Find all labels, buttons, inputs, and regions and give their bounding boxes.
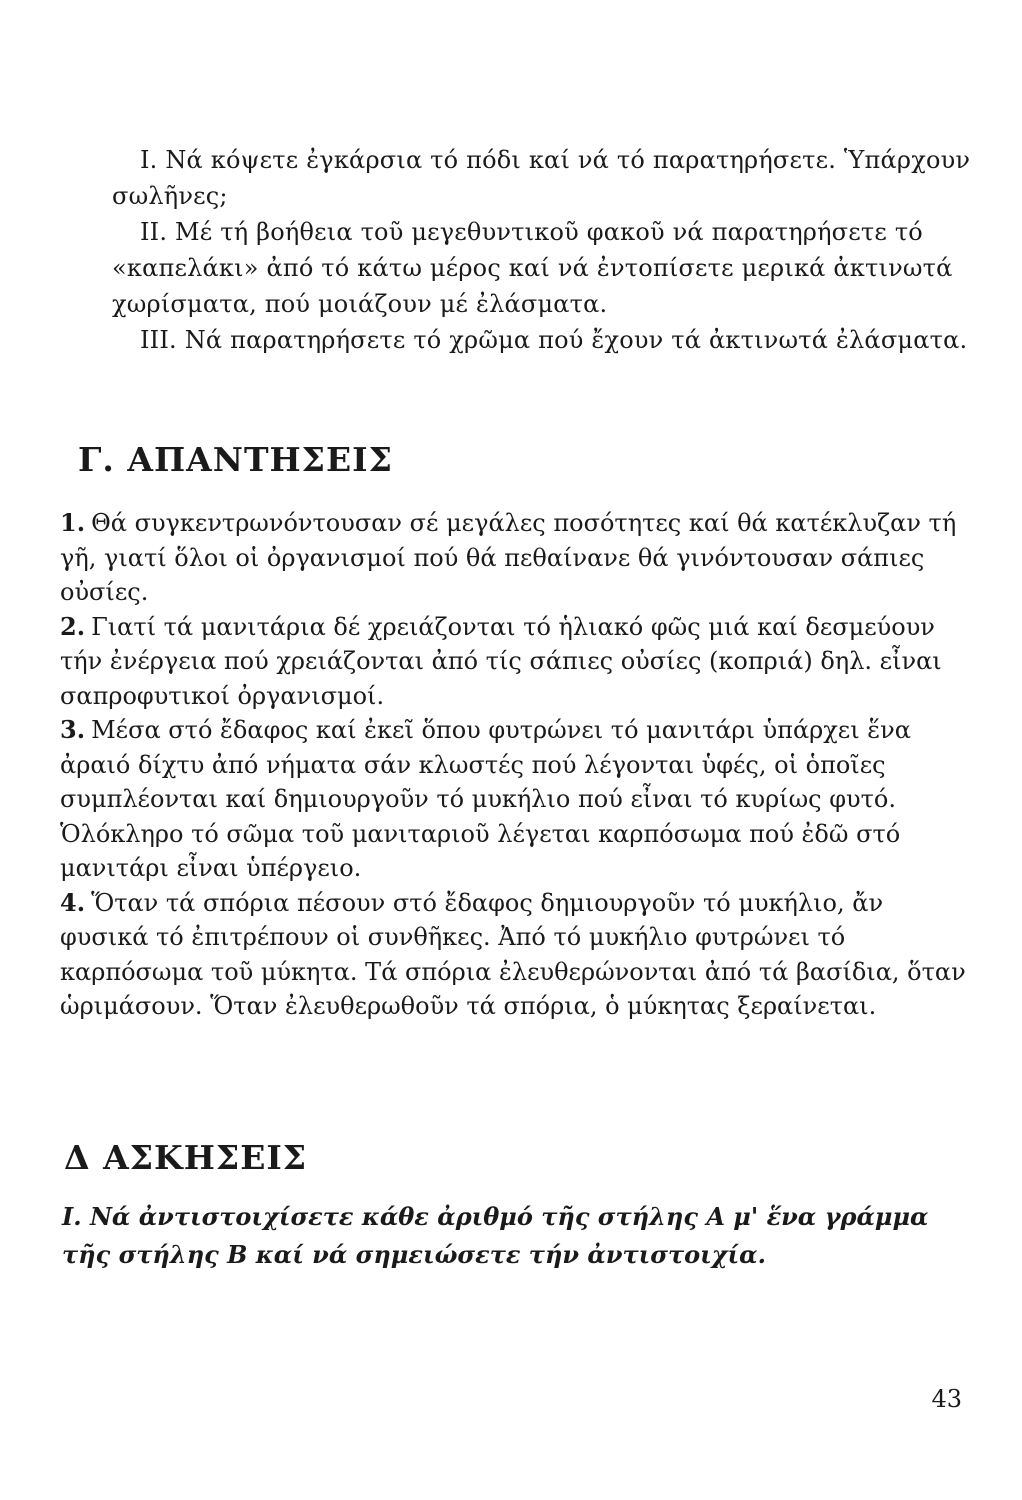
answer-item: [60, 610, 970, 714]
exercise-1-prompt: I. Νά ἀντιστοιχίσετε κάθε ἀριθμό τῆς στήλης Α μ' ἕνα γράμμα τῆς στήλης Β καί νά σημειώσετε τήν ἀντιστοιχία.: [62, 1202, 929, 1269]
answers-heading: Γ. ΑΠΑΝΤΗΣΕΙΣ: [78, 440, 393, 479]
instruction-1: I. Νά κόψετε ἐγκάρσια τό πόδι καί νά τό παρατηρήσετε. Ὑπάρχουν σωλῆνες;: [112, 146, 971, 210]
answer-text: Γιατί τά μανιτάρια δέ χρειάζονται τό ἡλιακό φῶς μιά καί δεσμεύουν τήν ἐνέργεια πού χρειάζονται ἀπό τίς σάπιες οὐσίες (κοπριά) δηλ. εἶναι σαπροφυτικοί ὀργανισμοί.: [60, 612, 942, 710]
answer-text: Θά συγκεντρωνόντουσαν σέ μεγάλες ποσότητες καί θά κατέκλυζαν τή γῆ, γιατί ὅλοι οἱ ὀργανισμοί πού θά πεθαίνανε θά γινόντουσαν σάπιες οὐσίες.: [60, 509, 957, 606]
answer-item: [60, 886, 970, 1024]
exercises-heading: Δ ΑΣΚΗΣΕΙΣ: [64, 1138, 308, 1177]
answer-item: [60, 713, 970, 886]
answer-number: 3.: [60, 715, 86, 744]
instruction-3: III. Νά παρατηρήσετε τό χρῶμα πού ἔχουν τά ἀκτινωτά ἐλάσματα.: [140, 326, 968, 354]
instruction-2: II. Μέ τή βοήθεια τοῦ μεγεθυντικοῦ φακοῦ νά παρατηρήσετε τό «καπελάκι» ἀπό τό κάτω μέρος καί νά ἐντοπίσετε μερικά ἀκτινωτά χωρίσματα, πού μοιάζουν μέ ἐλάσματα.: [112, 218, 953, 318]
answer-text: Ὅταν τά σπόρια πέσουν στό ἔδαφος δημιουργοῦν τό μυκήλιο, ἄν φυσικά τό ἐπιτρέπουν οἱ συνθῆκες. Ἀπό τό μυκήλιο φυτρώνει τό καρπόσωμα τοῦ μύκητα. Τά σπόρια ἐλευθερώνονται ἀπό τά βασίδια, ὅταν ὡριμάσουν. Ὅταν ἐλευθερωθοῦν τά σπόρια, ὁ μύκητας ξεραίνεται.: [60, 888, 966, 1020]
answers-list: [60, 506, 970, 1024]
answer-number: 1.: [60, 508, 86, 537]
answer-number: 4.: [60, 887, 86, 917]
answer-text: Μέσα στό ἔδαφος καί ἐκεῖ ὅπου φυτρώνει τό μανιτάρι ὑπάρχει ἕνα ἀραιό δίχτυ ἀπό νήματα σάν κλωστές πού λέγονται ὑφές, οἱ ὁποῖες συμπλέονται καί δημιουργοῦν τό μυκήλιο πού εἶναι τό κυρίως φυτό. Ὁλόκληρο τό σῶμα τοῦ μανιταριοῦ λέγεται καρπόσωμα πού ἐδῶ στό μανιτάρι εἶναι ὑπέργειο.: [60, 716, 911, 882]
answer-number: 2.: [60, 611, 86, 641]
observation-instructions: [112, 142, 972, 358]
page-number: 43: [931, 1385, 962, 1413]
answer-item: [60, 506, 970, 610]
